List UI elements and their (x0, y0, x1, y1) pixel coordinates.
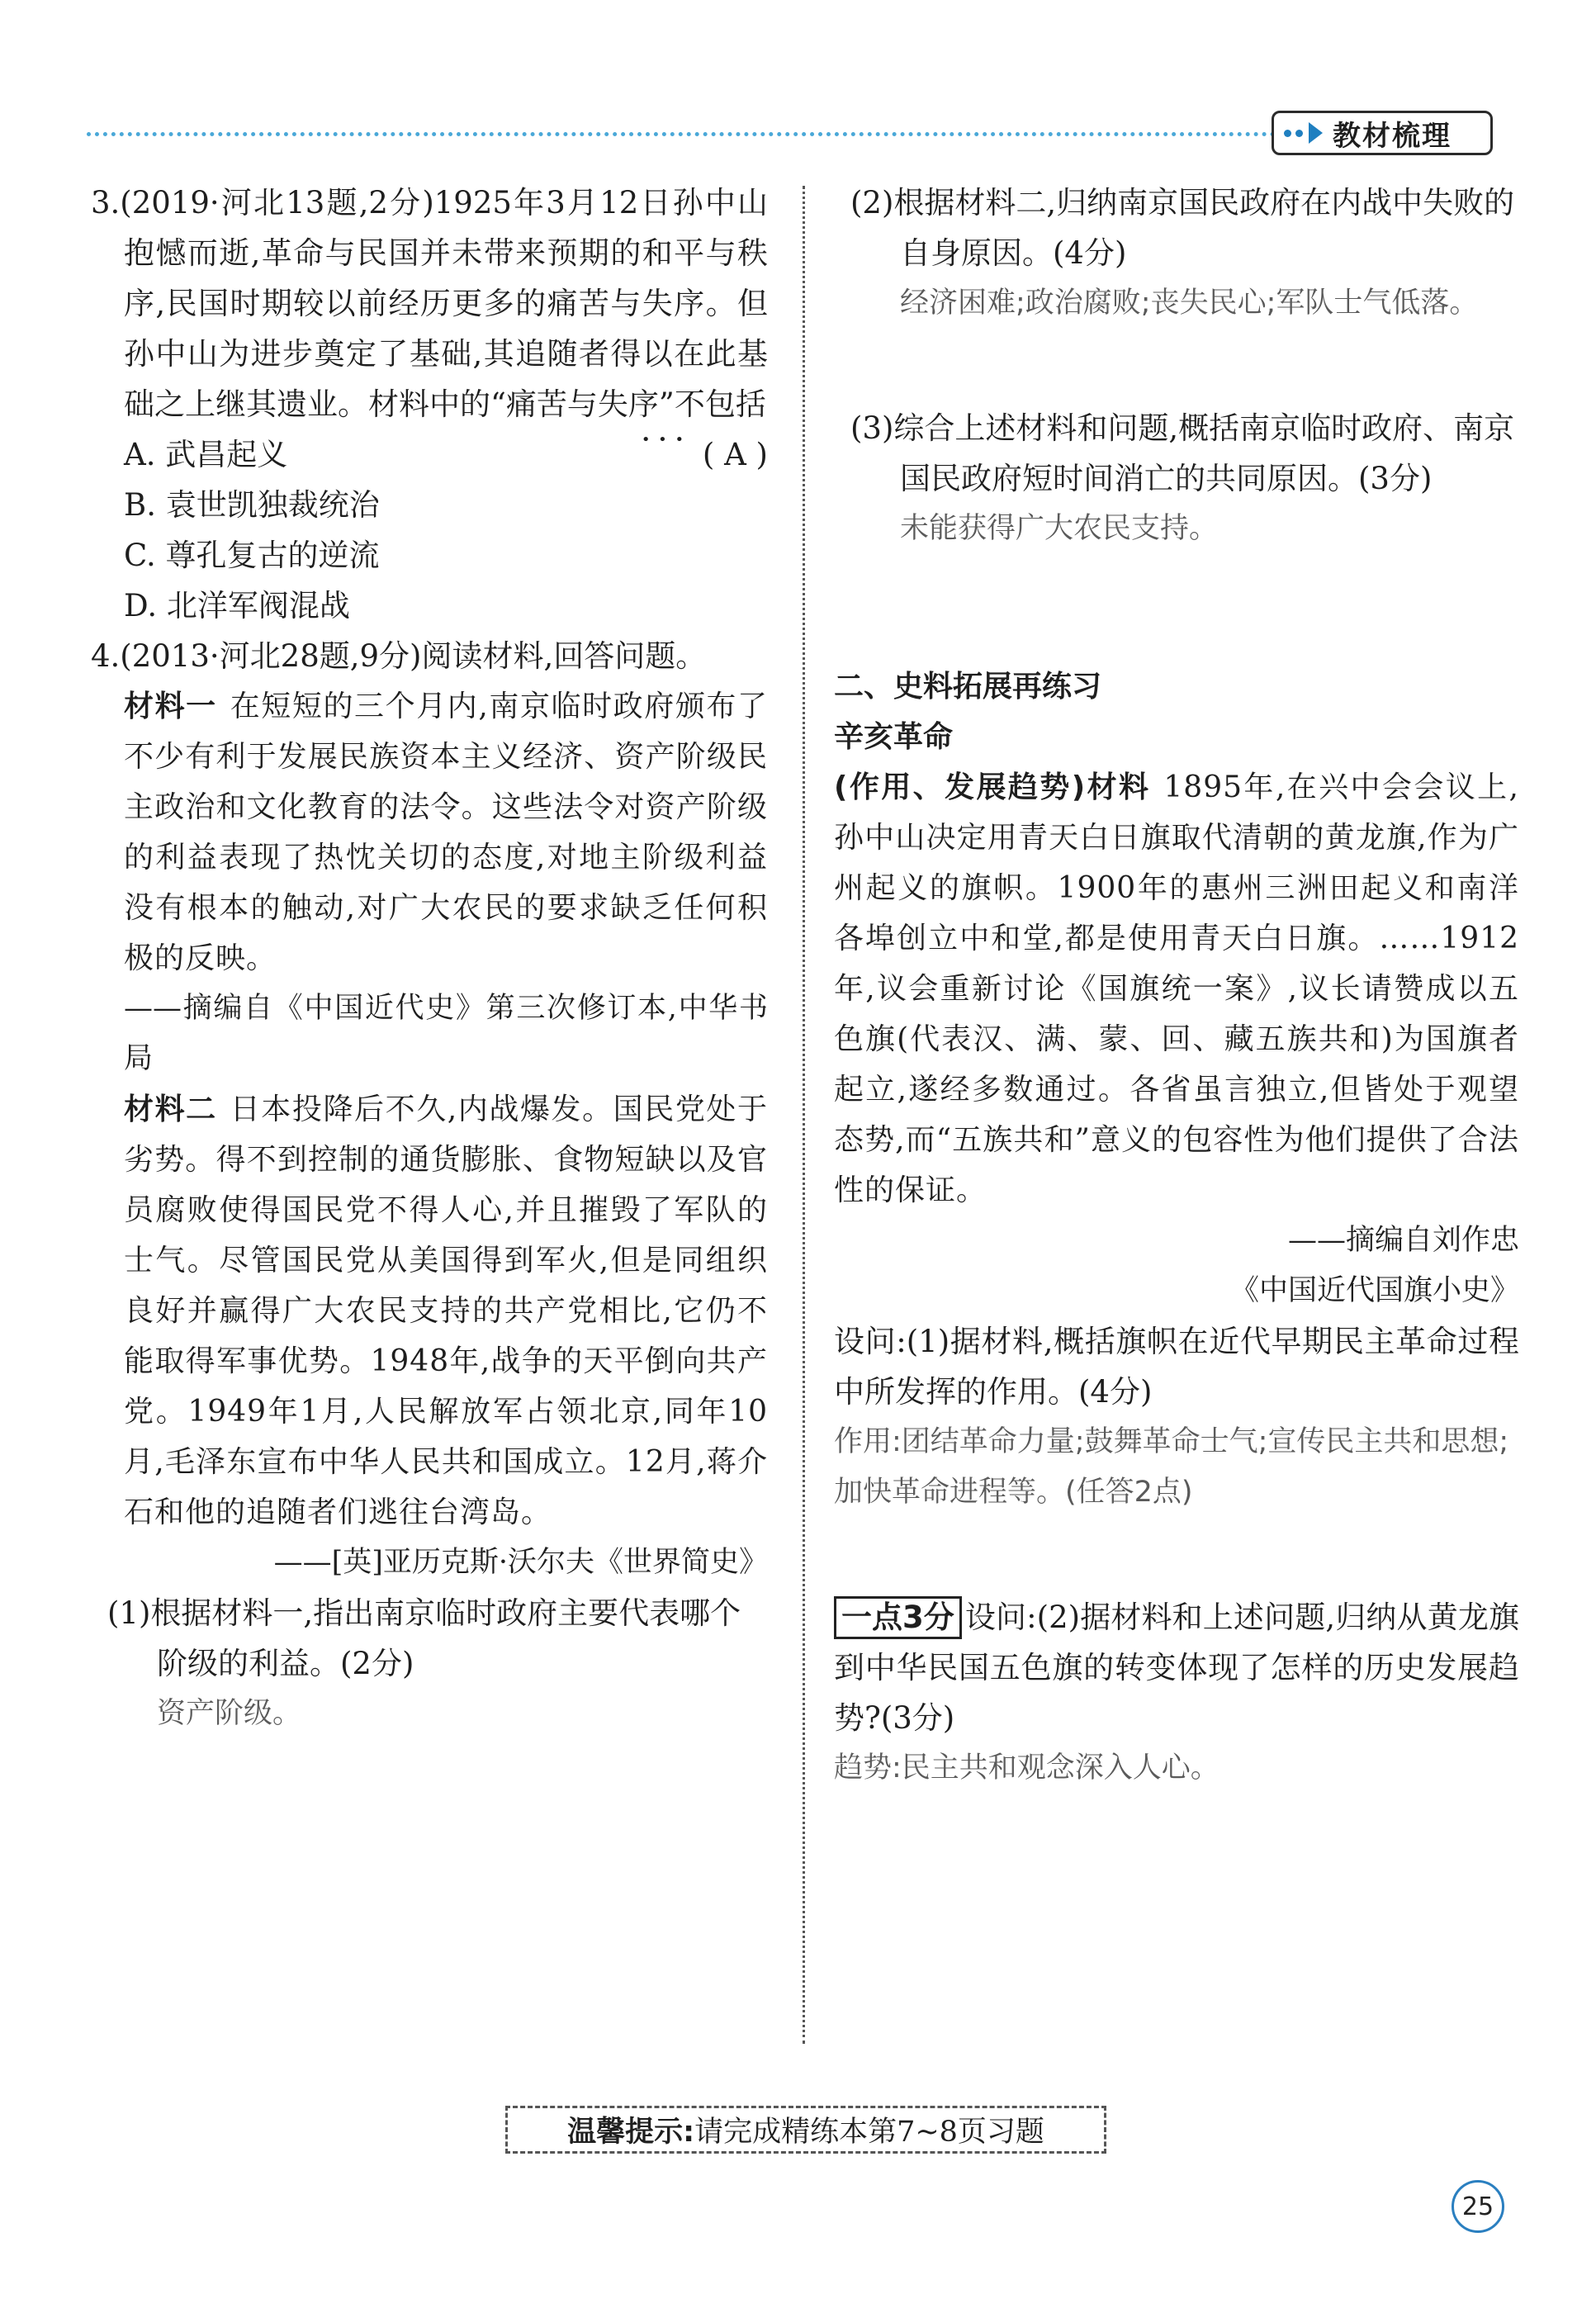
left-column (91, 178, 768, 1739)
ask-1-answer: 作用:团结革命力量;鼓舞革命士气;宣传民主共和思想;加快革命进程等。(任答2点) (834, 1425, 1509, 1509)
question-3-text: 3.(2019·河北13题,2分)1925年3月12日孙中山抱憾而逝,革命与民国并未带来预期的和平与秩序,民国时期较以前经历更多的痛苦与失序。但孙中山为进步奠定了基础,其追随者得以在此基础之上继其遗业。材料中的“痛苦与失序” (91, 185, 768, 422)
section-label: 教材梳理 (1333, 119, 1452, 153)
tip-box (505, 2106, 1106, 2154)
material-1-text: 在短短的三个月内,南京临时政府颁布了不少有利于发展民族资本主义经济、资产阶级民主政治和文化教育的法令。这些法令对资产阶级的利益表现了热忱关切的态度,对地主阶级利益没有根本的触动,对广大农民的要求缺乏任何积极的反映。 (124, 690, 768, 975)
section-badge (1272, 111, 1493, 155)
sub-question-3: (3)综合上述材料和问题,概括南京临时政府、南京国民政府短时间消亡的共同原因。(3分) (850, 410, 1515, 496)
arrow-icon (1284, 122, 1323, 144)
ask-2-answer: 趋势:民主共和观念深入人心。 (834, 1751, 1219, 1785)
option-b: B. 袁世凯独裁统治 (124, 487, 380, 523)
sub-question-2: (2)根据材料二,归纳南京国民政府在内战中失败的自身原因。(4分) (850, 185, 1515, 271)
topic-title: 辛亥革命 (834, 720, 954, 754)
right-column (834, 178, 1519, 1794)
section-2-title: 二、史料拓展再练习 (834, 670, 1102, 704)
material-1-label: 材料一 (124, 690, 217, 723)
extension-material-text: 1895年,在兴中会会议上,孙中山决定用青天白日旗取代清朝的黄龙旗,作为广州起义的旗帜。1900年的惠州三洲田起义和南洋各埠创立中和堂,都是使用青天白日旗。……1912年,议会重新讨论《国旗统一案》,议长请赞成以五色旗(代表汉、满、蒙、回、藏五族共和)为国旗者起立,遂经多数通过。各省虽言独立,但皆处于观望态势,而“五族共和”意义的包容性为他们提供了合法性的保证。 (834, 770, 1519, 1207)
ask-1: 设问:(1)据材料,概括旗帜在近代早期民主革命过程中所发挥的作用。(4分) (834, 1324, 1519, 1410)
extension-source-author: ——摘编自刘作忠 (1287, 1224, 1519, 1257)
extension-source-title: 《中国近代国旗小史》 (1229, 1274, 1519, 1307)
column-divider (803, 186, 805, 2044)
question-4: 4.(2013·河北28题,9分)阅读材料,回答问题。 (91, 638, 707, 674)
sub-answer-3: 未能获得广大农民支持。 (900, 512, 1219, 545)
ask-2-text: 设问:(2)据材料和上述问题,归纳从黄龙旗到中华民国五色旗的转变体现了怎样的历史发展趋势?(3分) (834, 1600, 1519, 1736)
ask-2 (834, 1592, 1519, 1743)
sub-answer-2: 经济困难;政治腐败;丧失民心;军队士气低落。 (900, 287, 1479, 320)
option-d: D. 北洋军阀混战 (124, 588, 350, 623)
material-1-source: ——摘编自《中国近代史》第三次修订本,中华书局 (124, 992, 768, 1075)
emphasis-text: 不包括 • • • (675, 386, 766, 422)
sub-answer-1: 资产阶级。 (157, 1697, 302, 1730)
material-1 (91, 681, 768, 983)
material-2-label: 材料二 (124, 1093, 217, 1126)
material-2-source: ——[英]亚历克斯·沃尔夫《世界简史》 (273, 1546, 768, 1579)
tip-label: 温馨提示: (567, 2116, 695, 2149)
option-a: A. 武昌起义 (124, 437, 288, 472)
extension-material (834, 762, 1519, 1216)
material-2-text: 日本投降后不久,内战爆发。国民党处于劣势。得不到控制的通货膨胀、食物短缺以及官员腐败使得国民党不得人心,并且摧毁了军队的士气。尽管国民党从美国得到军火,但是同组织良好并赢得广大农民支持的共产党相比,它仍不能取得军事优势。1948年,战争的天平倒向共产党。1949年1月,人民解放军占领北京,同年10月,毛泽东宣布中华人民共和国成立。12月,蒋介石和他的追随者们逃往台湾岛。 (124, 1093, 768, 1529)
material-2 (91, 1084, 768, 1538)
score-tag: 一点3分 (834, 1596, 962, 1639)
page-number: 25 (1452, 2180, 1504, 2233)
question-3-answer: ( A ) (702, 437, 768, 472)
sub-question-1: (1)根据材料一,指出南京临时政府主要代表哪个阶级的利益。(2分) (107, 1595, 741, 1681)
extension-material-label: (作用、发展趋势)材料 (834, 770, 1151, 804)
option-c: C. 尊孔复古的逆流 (124, 538, 380, 573)
tip-text: 请完成精练本第7~8页习题 (694, 2116, 1044, 2149)
header-dotted-line (87, 132, 1276, 136)
